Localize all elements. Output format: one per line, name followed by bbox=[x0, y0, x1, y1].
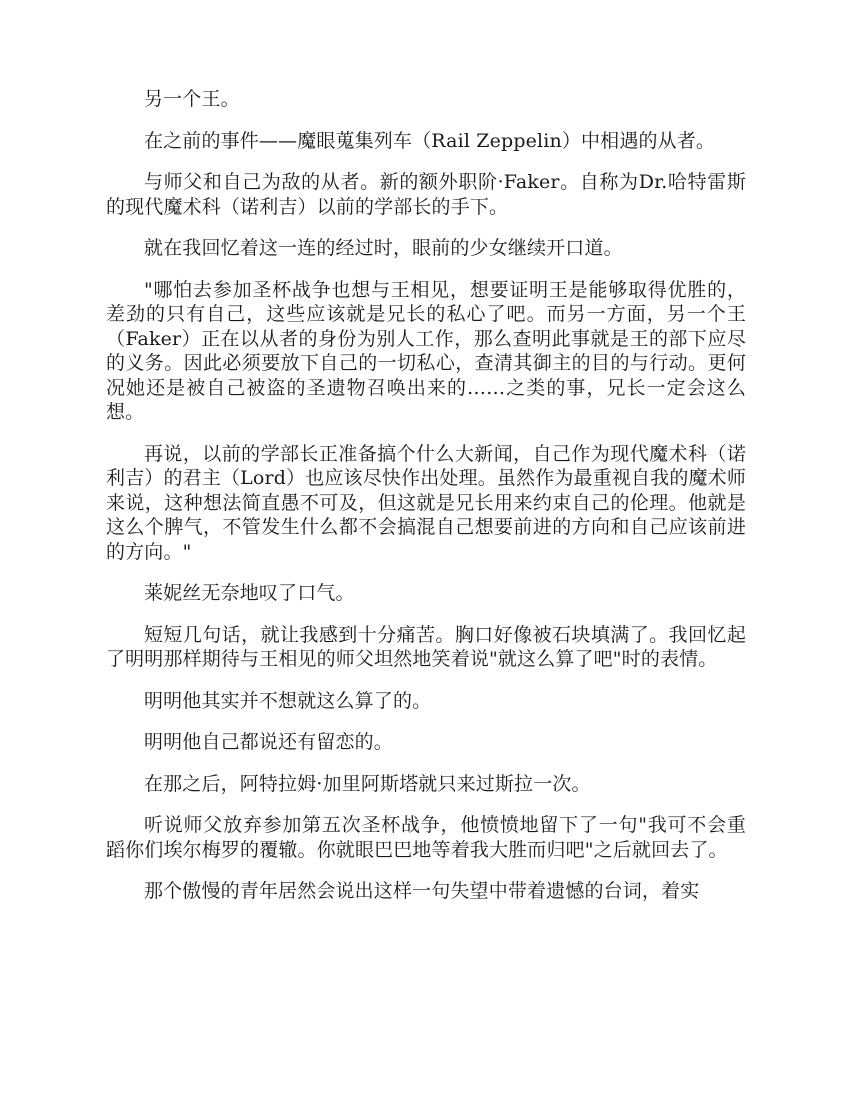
paragraph: "哪怕去参加圣杯战争也想与王相见，想要证明王是能够取得优胜的，差劲的只有自己，这些应该就是兄长的私心了吧。而另一方面，另一个王（Faker）正在以从者的身份为别人工作，那么查明此事就是王的部下应尽的义务。因此必须要放下自己的一切私心，查清其御主的目的与行动。更何况她还是被自己被盗的圣遗物召唤出来的……之类的事，兄长一定会这么想。 bbox=[106, 278, 746, 423]
paragraph: 明明他自己都说还有留恋的。 bbox=[144, 731, 393, 753]
paragraph: 另一个王。 bbox=[144, 88, 240, 110]
paragraph: 与师父和自己为敌的从者。新的额外职阶·Faker。自称为Dr.哈特雷斯的现代魔术科（诺利吉）以前的学部长的手下。 bbox=[106, 171, 746, 218]
document-body bbox=[106, 87, 746, 921]
paragraph: 那个傲慢的青年居然会说出这样一句失望中带着遗憾的台词，着实 bbox=[144, 880, 700, 902]
paragraph: 明明他其实并不想就这么算了的。 bbox=[144, 689, 432, 712]
paragraph: 听说师父放弃参加第五次圣杯战争，他愤愤地留下了一句"我可不会重蹈你们埃尔梅罗的覆辙。你就眼巴巴地等着我大胜而归吧"之后就回去了。 bbox=[106, 814, 746, 861]
paragraph: 再说，以前的学部长正准备搞个什么大新闻，自己作为现代魔术科（诺利吉）的君主（Lord）也应该尽快作出处理。虽然作为最重视自我的魔术师来说，这种想法简直愚不可及，但这就是兄长用来约束自己的伦理。他就是这么个脾气，不管发生什么都不会搞混自己想要前进的方向和自己应该前进的方向。" bbox=[106, 442, 746, 563]
paragraph: 在之前的事件——魔眼蒐集列车（Rail Zeppelin）中相遇的从者。 bbox=[144, 129, 716, 152]
paragraph: 在那之后，阿特拉姆·加里阿斯塔就只来过斯拉一次。 bbox=[144, 772, 591, 795]
paragraph: 短短几句话，就让我感到十分痛苦。胸口好像被石块填满了。我回忆起了明明那样期待与王相见的师父坦然地笑着说"就这么算了吧"时的表情。 bbox=[106, 623, 746, 670]
paragraph: 莱妮丝无奈地叹了口气。 bbox=[144, 582, 355, 604]
paragraph: 就在我回忆着这一连的经过时，眼前的少女继续开口道。 bbox=[144, 237, 623, 259]
